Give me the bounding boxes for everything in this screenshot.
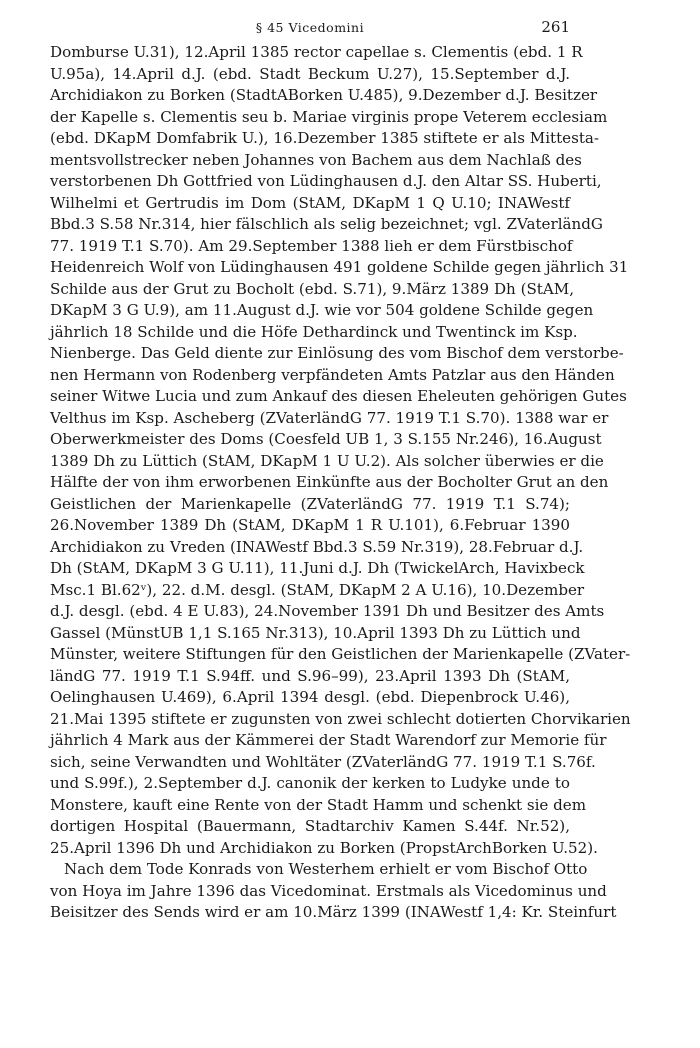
- text-line: Oberwerkmeister des Doms (Coesfeld UB 1, 3 S.155 Nr.246), 16.August: [50, 430, 602, 448]
- text-line: (ebd. DKapM Domfabrik U.), 16.Dezember 1385 stiftete er als Mittesta-: [50, 129, 600, 147]
- text-line: Münster, weitere Stiftungen für den Geistlichen der Marienkapelle (ZVater-: [50, 645, 631, 663]
- text-line: Bbd.3 S.58 Nr.314, hier fälschlich als selig bezeichnet; vgl. ZVaterländG: [50, 215, 603, 233]
- text-line: ländG 77. 1919 T.1 S.94ff. und S.96–99), 23.April 1393 Dh (StAM,: [50, 666, 570, 685]
- text-line: 26.November 1389 Dh (StAM, DKapM 1 R U.101), 6.Februar 1390: [50, 516, 570, 534]
- text-line: Dh (StAM, DKapM 3 G U.11), 11.Juni d.J. Dh (TwickelArch, Havixbeck: [50, 559, 585, 577]
- running-title: § 45 Vicedomini: [255, 20, 365, 35]
- text-line: Nach dem Tode Konrads von Westerhem erhielt er vom Bischof Otto: [64, 860, 588, 878]
- text-line: Gassel (MünstUB 1,1 S.165 Nr.313), 10.April 1393 Dh zu Lüttich und: [50, 623, 581, 642]
- text-line: jährlich 18 Schilde und die Höfe Dethardinck und Twentinck im Ksp.: [50, 322, 578, 341]
- text-line: jährlich 4 Mark aus der Kämmerei der Stadt Warendorf zur Memorie für: [50, 731, 607, 749]
- text-line: nen Hermann von Rodenberg verpfändeten Amts Patzlar aus den Händen: [50, 365, 615, 384]
- text-line: 21.Mai 1395 stiftete er zugunsten von zwei schlecht dotierten Chorvikarien: [50, 709, 631, 728]
- text-line: verstorbenen Dh Gottfried von Lüdinghausen d.J. den Altar SS. Huberti,: [50, 172, 602, 190]
- text-line: 25.April 1396 Dh und Archidiakon zu Borken (PropstArchBorken U.52).: [50, 838, 598, 857]
- text-line: 77. 1919 T.1 S.70). Am 29.September 1388 lieh er dem Fürstbischof: [50, 236, 573, 255]
- text-line: Domburse U.31), 12.April 1385 rector capellae s. Clementis (ebd. 1 R: [50, 43, 583, 61]
- text-line: Nienberge. Das Geld diente zur Einlösung des vom Bischof dem verstorbe-: [50, 344, 624, 362]
- text-line: d.J. desgl. (ebd. 4 E U.83), 24.November 1391 Dh und Besitzer des Amts: [50, 602, 605, 620]
- running-head: [50, 14, 570, 38]
- text-line: Geistlichen der Marienkapelle (ZVaterländG 77. 1919 T.1 S.74);: [50, 494, 570, 513]
- text-line: Hälfte der von ihm erworbenen Einkünfte aus der Bocholter Grut an den: [50, 473, 609, 491]
- text-line: der Kapelle s. Clementis seu b. Mariae virginis prope Veterem ecclesiam: [50, 107, 608, 126]
- text-line: dortigen Hospital (Bauermann, Stadtarchiv Kamen S.44f. Nr.52),: [50, 817, 570, 835]
- page-number: 261: [541, 18, 570, 36]
- text-line: sich, seine Verwandten und Wohltäter (ZVaterländG 77. 1919 T.1 S.76f.: [50, 752, 596, 771]
- text-line: Schilde aus der Grut zu Bocholt (ebd. S.71), 9.März 1389 Dh (StAM,: [50, 279, 575, 298]
- body-text: [50, 42, 631, 924]
- text-line: und S.99f.), 2.September d.J. canonik der kerken to Ludyke unde to: [50, 774, 570, 792]
- text-line: seiner Witwe Lucia und zum Ankauf des diesen Eheleuten gehörigen Gutes: [50, 387, 627, 405]
- text-line: 1389 Dh zu Lüttich (StAM, DKapM 1 U U.2). Als solcher überwies er die: [50, 451, 604, 470]
- text-line: von Hoya im Jahre 1396 das Vicedominat. Erstmals als Vicedominus und: [50, 881, 607, 900]
- text-line: DKapM 3 G U.9), am 11.August d.J. wie vor 504 goldene Schilde gegen: [50, 301, 594, 319]
- text-line: Archidiakon zu Borken (StadtABorken U.485), 9.Dezember d.J. Besitzer: [50, 86, 598, 104]
- text-line: Msc.1 Bl.62ᵛ), 22. d.M. desgl. (StAM, DKapM 2 A U.16), 10.Dezember: [50, 580, 585, 599]
- text-line: Archidiakon zu Vreden (INAWestf Bbd.3 S.59 Nr.319), 28.Februar d.J.: [50, 537, 584, 556]
- text-line: Monstere, kauft eine Rente von der Stadt Hamm und schenkt sie dem: [50, 795, 587, 814]
- text-line: Beisitzer des Sends wird er am 10.März 1399 (INAWestf 1,4: Kr. Steinfurt: [50, 903, 617, 921]
- text-line: Oelinghausen U.469), 6.April 1394 desgl. (ebd. Diepenbrock U.46),: [50, 688, 570, 706]
- text-line: U.95a), 14.April d.J. (ebd. Stadt Beckum U.27), 15.September d.J.: [50, 64, 570, 83]
- text-line: Velthus im Ksp. Ascheberg (ZVaterländG 77. 1919 T.1 S.70). 1388 war er: [50, 408, 609, 427]
- text-line: mentsvollstrecker neben Johannes von Bachem aus dem Nachlaß des: [50, 150, 582, 169]
- text-line: Wilhelmi et Gertrudis im Dom (StAM, DKapM 1 Q U.10; INAWestf: [50, 193, 570, 212]
- text-line: Heidenreich Wolf von Lüdinghausen 491 goldene Schilde gegen jährlich 31: [50, 258, 629, 276]
